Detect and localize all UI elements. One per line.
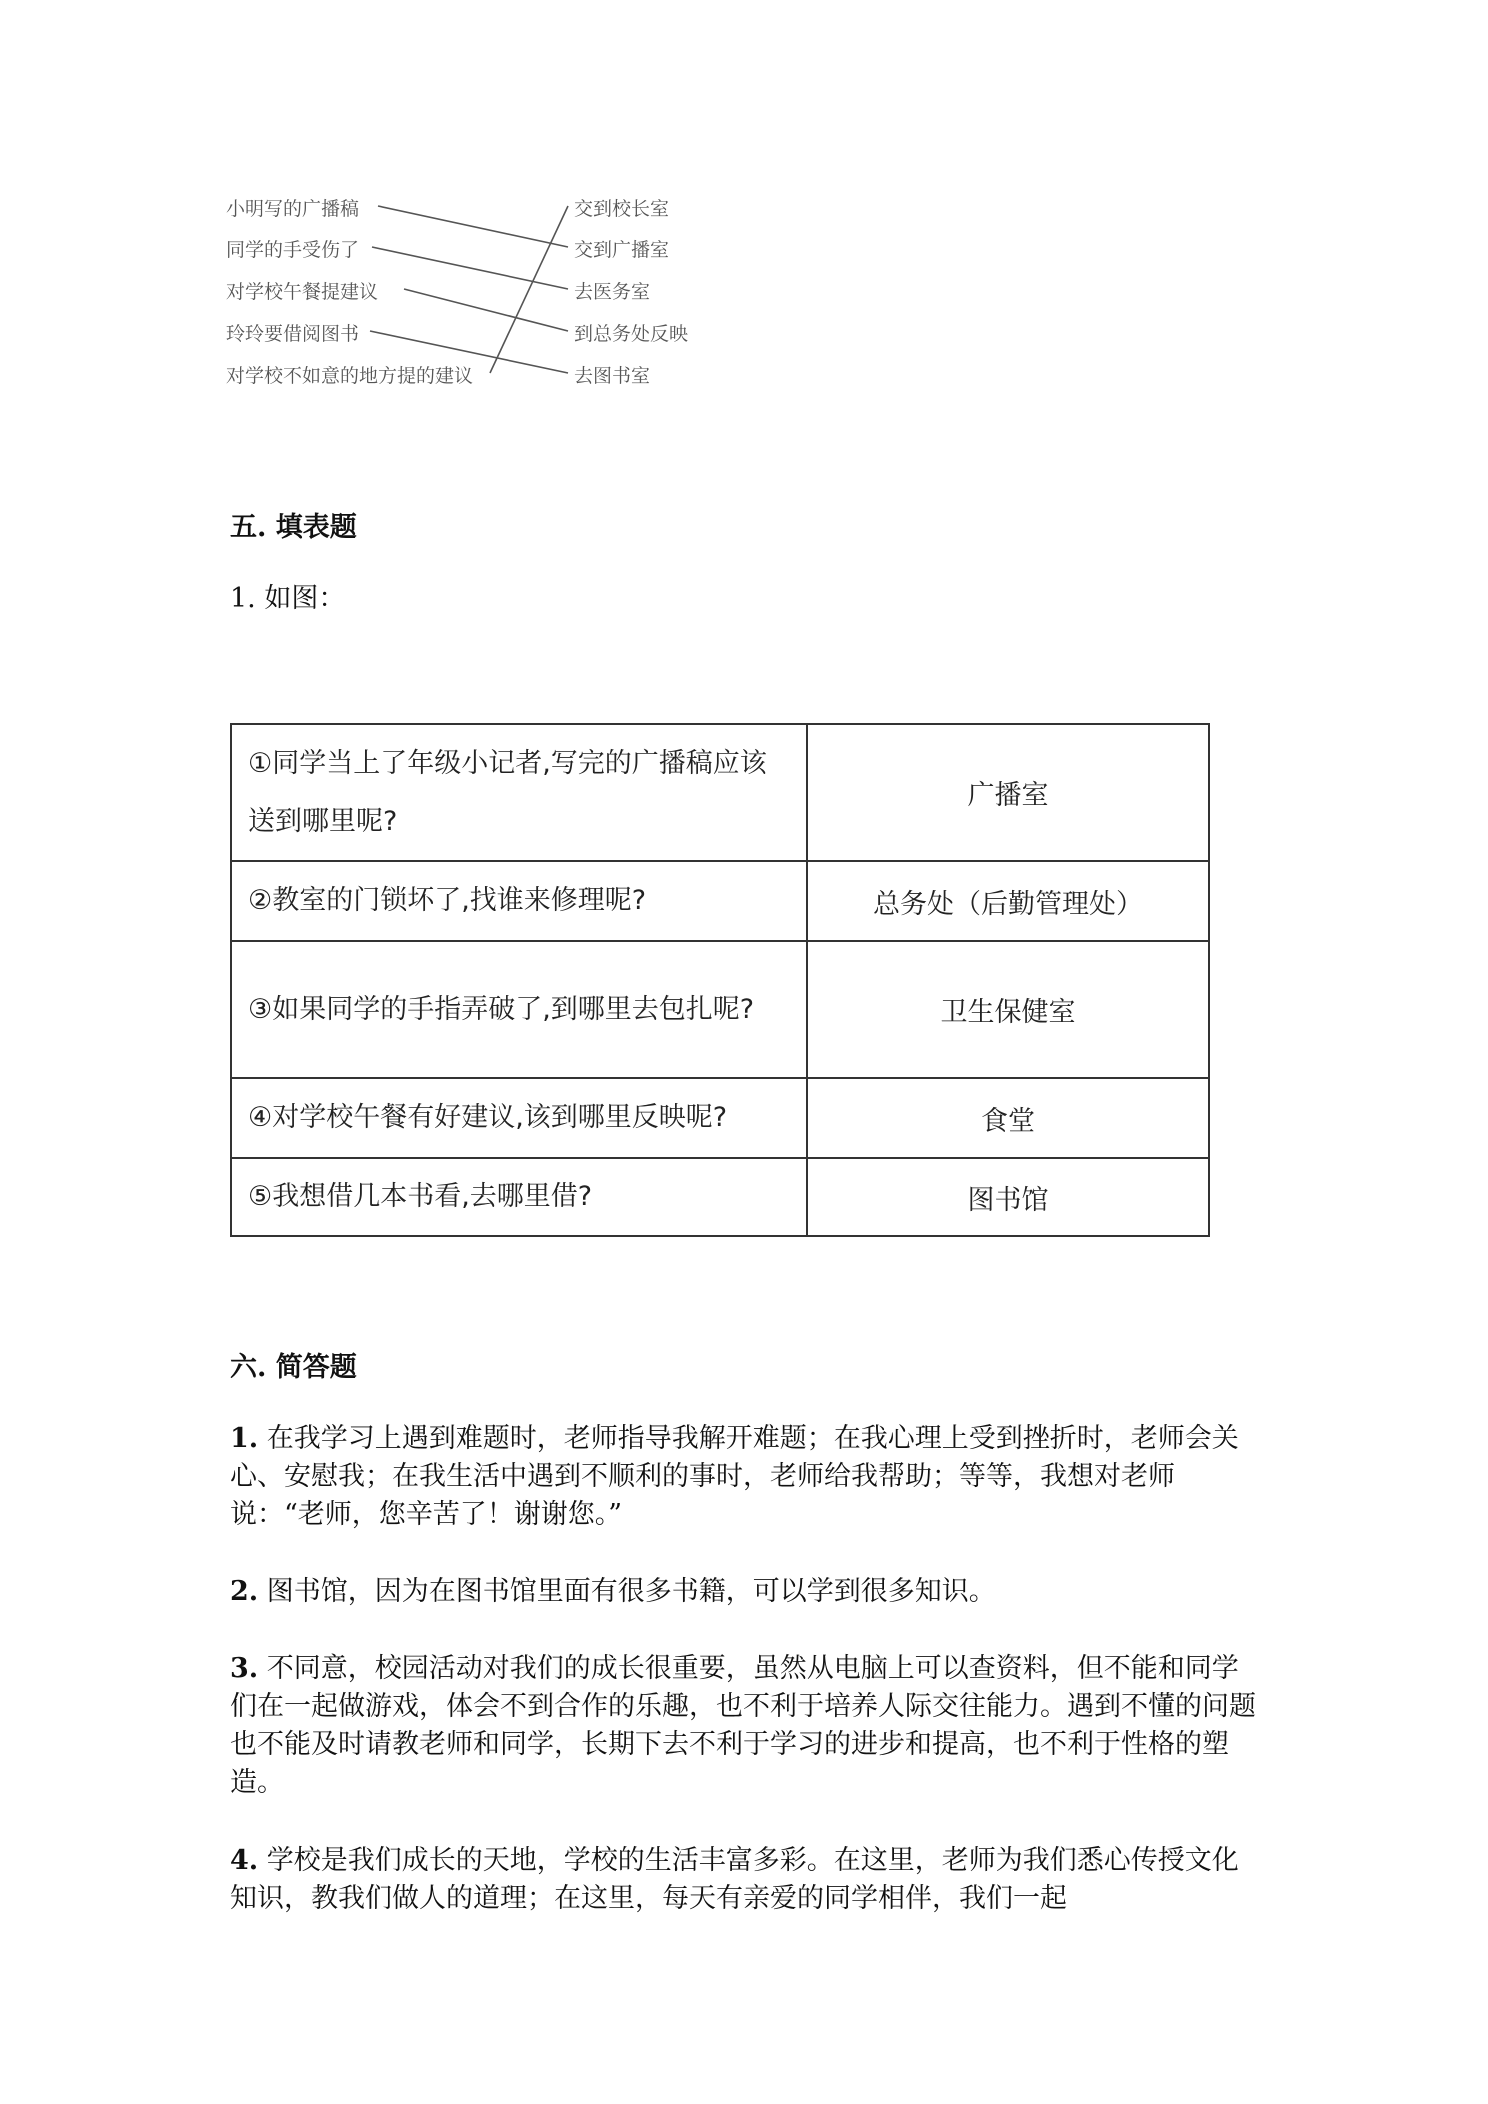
section-6-title: 六. 简答题 [230, 1352, 357, 1383]
match-right-item-3: 去医务室 [574, 281, 651, 303]
table-row [231, 861, 1209, 941]
table-row [231, 724, 1209, 861]
table-answer: 总务处（后勤管理处） [807, 861, 1209, 941]
table-answer: 广播室 [807, 724, 1209, 861]
table-question: ⑤我想借几本书看,去哪里借? [231, 1158, 807, 1236]
match-left-item-4: 玲玲要借阅图书 [226, 323, 360, 345]
answer-number: 2. [230, 1576, 259, 1607]
answer-text: 不同意，校园活动对我们的成长很重要，虽然从电脑上可以查资料，但不能和同学们在一起做游戏，体会不到合作的乐趣，也不利于培养人际交往能力。遇到不懂的问题也不能及时请教老师和同学，长期下去不利于学习的进步和提高，也不利于性格的塑造。 [230, 1653, 1256, 1798]
match-left-item-2: 同学的手受伤了 [226, 239, 360, 261]
matching-lines [0, 0, 1488, 420]
match-right-item-2: 交到广播室 [574, 239, 670, 261]
table-answer: 卫生保健室 [807, 941, 1209, 1078]
match-left-item-3: 对学校午餐提建议 [226, 281, 379, 303]
table-question: ①同学当上了年级小记者,写完的广播稿应该送到哪里呢? [231, 724, 807, 861]
section-5-q1-label: 1. 如图： [230, 583, 346, 614]
answer-paragraph-1 [230, 1420, 1260, 1534]
match-left-item-1: 小明写的广播稿 [226, 198, 360, 220]
table-row [231, 941, 1209, 1078]
answer-number: 4. [230, 1845, 259, 1876]
table-answer: 图书馆 [807, 1158, 1209, 1236]
match-left-item-5: 对学校不如意的地方提的建议 [226, 365, 474, 387]
answer-text: 图书馆，因为在图书馆里面有很多书籍，可以学到很多知识。 [266, 1576, 996, 1607]
answer-number: 1. [230, 1423, 259, 1454]
table-question: ③如果同学的手指弄破了,到哪里去包扎呢? [231, 941, 807, 1078]
section-5-title: 五. 填表题 [230, 512, 357, 543]
answer-number: 3. [230, 1653, 259, 1684]
answer-paragraph-2 [230, 1573, 1260, 1611]
match-right-item-4: 到总务处反映 [574, 323, 689, 345]
match-right-item-5: 去图书室 [574, 365, 651, 387]
match-line [378, 206, 568, 247]
answer-text: 在我学习上遇到难题时，老师指导我解开难题；在我心理上受到挫折时，老师会关心、安慰我；在我生活中遇到不顺利的事时，老师给我帮助；等等，我想对老师说：“老师，您辛苦了！谢谢您。” [230, 1423, 1239, 1530]
answer-text: 学校是我们成长的天地，学校的生活丰富多彩。在这里，老师为我们悉心传授文化知识，教我们做人的道理；在这里，每天有亲爱的同学相伴，我们一起 [230, 1845, 1239, 1914]
answer-paragraph-4 [230, 1842, 1260, 1918]
matching-figure [0, 0, 1488, 420]
answer-table [230, 723, 1210, 1237]
table-question: ②教室的门锁坏了,找谁来修理呢? [231, 861, 807, 941]
table-question: ④对学校午餐有好建议,该到哪里反映呢? [231, 1078, 807, 1158]
match-line [404, 289, 568, 331]
match-line [490, 206, 568, 373]
table-row [231, 1158, 1209, 1236]
table-row [231, 1078, 1209, 1158]
match-right-item-1: 交到校长室 [574, 198, 670, 220]
table-answer: 食堂 [807, 1078, 1209, 1158]
answer-paragraph-3 [230, 1650, 1260, 1802]
